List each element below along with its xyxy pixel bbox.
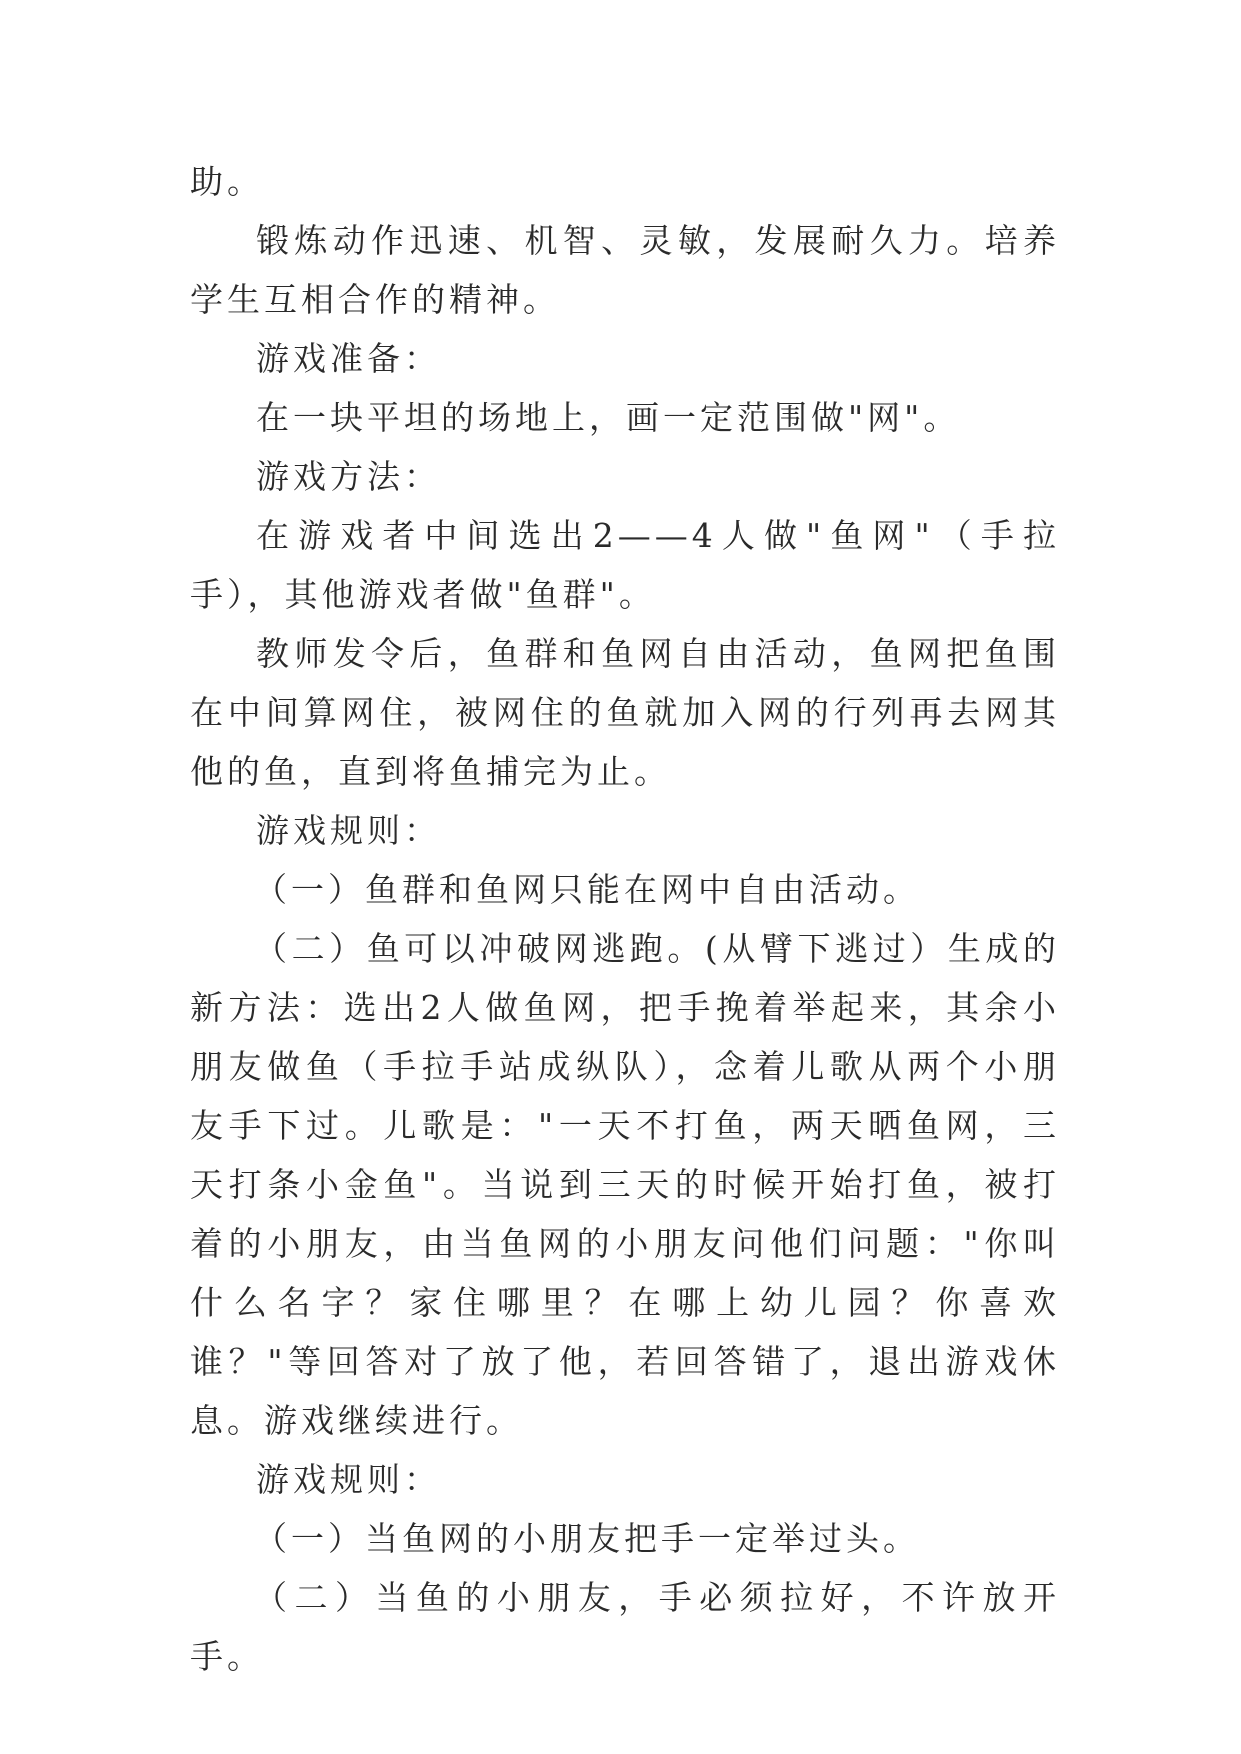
heading-method: 游戏方法： xyxy=(256,457,441,496)
heading-preparation: 游戏准备： xyxy=(256,339,441,378)
paragraph-method-detail: 教师发令后，鱼群和鱼网自由活动，鱼网把鱼围在中间算网住，被网住的鱼就加入网的行列再去网其他的鱼，直到将鱼捕完为止。 xyxy=(190,634,1060,791)
paragraph-preparation: 在一块平坦的场地上，画一定范围做"网"。 xyxy=(256,398,961,437)
paragraph-objective: 锻炼动作迅速、机智、灵敏，发展耐久力。培养学生互相合作的精神。 xyxy=(190,221,1060,319)
paragraph-method: 在游戏者中间选出2——4人做"鱼网"（手拉手），其他游戏者做"鱼群"。 xyxy=(190,516,1060,614)
document-body xyxy=(190,152,1060,1686)
rule2-item-1: （一）当鱼网的小朋友把手一定举过头。 xyxy=(254,1519,920,1558)
heading-rules: 游戏规则： xyxy=(256,811,441,850)
heading-rules-2: 游戏规则： xyxy=(256,1460,441,1499)
rule-item-1: （一）鱼群和鱼网只能在网中自由活动。 xyxy=(254,870,920,909)
rule-item-2: （二）鱼可以冲破网逃跑。(从臂下逃过）生成的新方法：选出2人做鱼网，把手挽着举起来，其余小朋友做鱼（手拉手站成纵队），念着儿歌从两个小朋友手下过。儿歌是："一天不打鱼，两天晒鱼网，三天打条小金鱼"。当说到三天的时候开始打鱼，被打着的小朋友，由当鱼网的小朋友问他们问题："你叫什么名字？家住哪里？在哪上幼儿园？你喜欢谁？"等回答对了放了他，若回答错了，退出游戏休息。游戏继续进行。 xyxy=(190,929,1060,1440)
rule2-item-2: （二）当鱼的小朋友，手必须拉好，不许放开手。 xyxy=(190,1578,1060,1676)
paragraph-continuation: 助。 xyxy=(190,162,264,201)
